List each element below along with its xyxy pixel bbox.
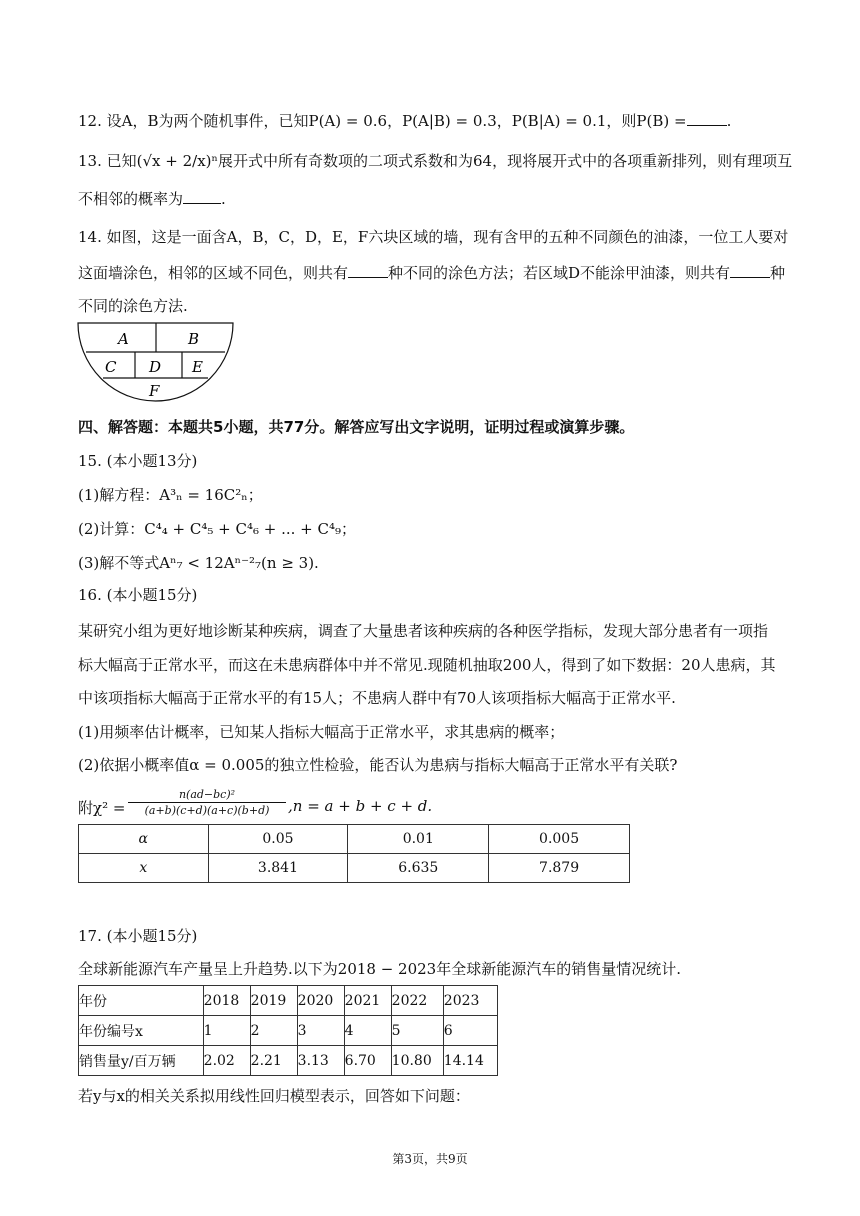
question-14-line2: 这面墙涂色，相邻的区域不同色，则共有 种不同的涂色方法；若区域D不能涂甲油漆，则共有 种 (78, 264, 786, 282)
answer-blank (348, 263, 388, 278)
formula-denominator: (a+b)(c+d)(a+c)(b+d) (144, 804, 270, 817)
q16-part2: (2)依据小概率值α = 0.005的独立性检验，能否认为患病与指标大幅高于正常水平有关联? (78, 756, 678, 774)
q16-part1: (1)用频率估计概率，已知某人指标大幅高于正常水平，求其患病的概率； (78, 723, 565, 741)
region-d-label: D (149, 358, 162, 376)
region-a-label: A (118, 330, 129, 348)
page-footer: 第3页，共9页 (392, 1152, 468, 1166)
answer-blank (183, 189, 221, 204)
sales-table (78, 985, 498, 1076)
q16-line1: 某研究小组为更好地诊断某种疾病，调查了大量患者该种疾病的各种医学指标，发现大部分患者有一项指 (78, 622, 769, 640)
region-e-label: E (192, 358, 203, 376)
question-13-line2: 不相邻的概率为 . (78, 190, 226, 208)
formula-numerator: n(ad−bc)² (128, 787, 286, 803)
question-15-head: 15. (本小题13分) (78, 452, 198, 470)
table-row: 年份 2018 2019 2020 2021 2022 2023 (79, 986, 498, 1016)
table-row: 销售量y/百万辆 2.02 2.21 3.13 6.70 10.80 14.14 (79, 1046, 498, 1076)
question-14-line1: 14. 如图，这是一面含A，B，C，D，E，F六块区域的墙，现有含甲的五种不同颜色的油漆，一位工人要对 (78, 228, 789, 246)
answer-blank (730, 263, 770, 278)
table-row: 年份编号x 1 2 3 4 5 6 (79, 1016, 498, 1046)
region-b-label: B (188, 330, 200, 348)
table-row: α 0.05 0.01 0.005 (79, 825, 630, 854)
q16-line3: 中该项指标大幅高于正常水平的有15人；不患病人群中有70人该项指标大幅高于正常水平. (78, 689, 676, 707)
region-c-label: C (105, 358, 117, 376)
document-page: 12. 设A，B为两个随机事件，已知P(A) = 0.6，P(A|B) = 0.3，P(B|A) = 0.1，则P(B) = . 13. 已知(√x + 2/x)ⁿ展开式中所有奇数项的二项式系数和为64，现将展开式中的各项重新排列，则有理项互 不相邻的概率为 . 14. 如图，这是一面含A，B，C，D，E，F六块区域的墙，现有含甲的五种不同颜色的油漆，一位工人要对 这面墙涂色，相邻的区域不同色，则共有 种不同的涂色方法；若区域D不能涂甲油漆，则共有 种 不同的涂色方法. A B C D E F 四、解答题：本题共5小题，共77分。解答应写出文字说明，证明过程或演算步骤。 15. (本小题13分) (1)解方程：A³ₙ = 16C²ₙ； (2)计算：C⁴₄ + C⁴₅ + C⁴₆ + ... + C⁴₉； (3)解不等式Aⁿ₇ < 12Aⁿ⁻²₇(n ≥ 3). 16. (本小题15分) 某研究小组为更好地诊断某种疾病，调查了大量患者该种疾病的各种医学指标，发现大部分患者有一项指 标大幅高于正常水平，而这在未患病群体中并不常见.现随机抽取200人，得到了如下数据：20人患病，其 中该项指标大幅高于正常水平的有15人；不患病人群中有70人该项指标大幅高于正常水平. (1)用频率估计概率，已知某人指标大幅高于正常水平，求其患病的概率； (2)依据小概率值α = 0.005的独立性检验，能否认为患病与指标大幅高于正常水平有关联? 附χ² = $\frac{\text{n(ad−bc)²}}{(a+b)(c+d)(a+c)(b+d)}$ ,n = a + b + c + d. α 0.05 0.01 0.005 x 3.841 6.635 7.879 17. (本小题15分) 全球新能源汽车产量呈上升趋势.以下为2018 − 2023年全球新能源汽车的销售量情况统计. 年份 2018 2019 2020 2021 2022 2023 年份编号x 1 2 3 4 5 6 销售量y/百万辆 2.02 2.21 3.13 6.70 10.80 14.14 若y与x的相关关系拟用线性回归模型表示，回答如下问题： 第3页，共9页 (0, 0, 860, 1216)
q12-text: 12. 设A，B为两个随机事件，已知P(A) = 0.6，P(A|B) = 0.3，P(B|A) = 0.1，则P(B) = (78, 112, 687, 130)
table-row: x 3.841 6.635 7.879 (79, 854, 630, 883)
question-14-line3: 不同的涂色方法. (78, 297, 188, 315)
region-f-label: F (149, 382, 160, 400)
critical-value-table (78, 824, 630, 883)
answer-blank (687, 111, 727, 126)
q17-line2: 若y与x的相关关系拟用线性回归模型表示，回答如下问题： (78, 1087, 470, 1105)
section-heading: 四、解答题：本题共5小题，共77分。解答应写出文字说明，证明过程或演算步骤。 (78, 418, 635, 436)
question-12: 12. 设A，B为两个随机事件，已知P(A) = 0.6，P(A|B) = 0.3，P(B|A) = 0.1，则P(B) = . (78, 112, 732, 130)
question-17-head: 17. (本小题15分) (78, 927, 198, 945)
q16-line2: 标大幅高于正常水平，而这在未患病群体中并不常见.现随机抽取200人，得到了如下数据：20人患病，其 (78, 656, 776, 674)
q15-part3: (3)解不等式Aⁿ₇ < 12Aⁿ⁻²₇(n ≥ 3). (78, 554, 319, 572)
q15-part2: (2)计算：C⁴₄ + C⁴₅ + C⁴₆ + ... + C⁴₉； (78, 520, 356, 538)
wall-region-figure (76, 322, 236, 402)
q17-line1: 全球新能源汽车产量呈上升趋势.以下为2018 − 2023年全球新能源汽车的销售量情况统计. (78, 960, 681, 978)
question-16-head: 16. (本小题15分) (78, 586, 198, 604)
q15-part1: (1)解方程：A³ₙ = 16C²ₙ； (78, 486, 263, 504)
question-13-line1: 13. 已知(√x + 2/x)ⁿ展开式中所有奇数项的二项式系数和为64，现将展开式中的各项重新排列，则有理项互 (78, 152, 793, 170)
